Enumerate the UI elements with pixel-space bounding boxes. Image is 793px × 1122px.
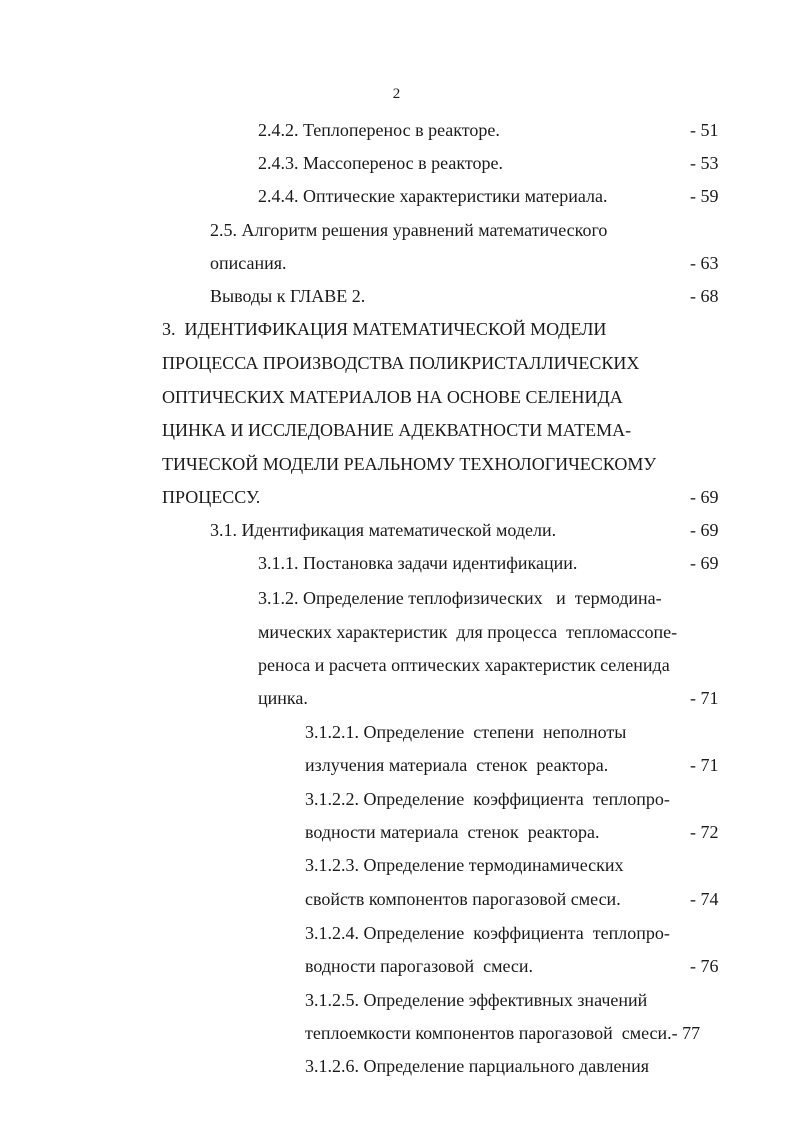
toc-entry-2-4-4: 2.4.4. Оптические характеристики материала. (258, 186, 608, 206)
toc-entry-3-1-2-1: 3.1.2.1. Определение степени неполноты (305, 722, 627, 742)
toc-chapter-3-title-line4: ЦИНКА И ИССЛЕДОВАНИЕ АДЕКВАТНОСТИ МАТЕМА- (162, 420, 632, 440)
toc-entry-3-1-2-line2: мических характеристик для процесса тепломассопе- (258, 622, 678, 642)
toc-entry-3-1-2-5-line2: теплоемкости компонентов парогазовой смеси.- 77 (305, 1023, 701, 1043)
toc-chapter-3-title-line6: ПРОЦЕССУ. (162, 487, 261, 507)
toc-entry-2-5: 2.5. Алгоритм решения уравнений математического (210, 220, 608, 240)
toc-page-3-1: - 69 (690, 520, 719, 540)
toc-entry-3-1-2-3: 3.1.2.3. Определение термодинамических (305, 855, 624, 875)
toc-page-2-5: - 63 (690, 253, 719, 273)
toc-entry-3-1: 3.1. Идентификация математической модели. (210, 520, 557, 540)
toc-entry-2-4-2: 2.4.2. Теплоперенос в реакторе. (258, 120, 500, 140)
toc-entry-3-1-2-2-line2: водности материала стенок реактора. (305, 822, 600, 842)
toc-entry-3-1-2-3-line2: свойств компонентов парогазовой смеси. (305, 889, 621, 909)
toc-page-conclusions-ch2: - 68 (690, 286, 719, 306)
toc-entry-3-1-2-1-line2: излучения материала стенок реактора. (305, 755, 609, 775)
toc-entry-2-4-3: 2.4.3. Массоперенос в реакторе. (258, 153, 503, 173)
toc-chapter-3-title-line3: ОПТИЧЕСКИХ МАТЕРИАЛОВ НА ОСНОВЕ СЕЛЕНИДА (162, 387, 623, 407)
toc-entry-3-1-1: 3.1.1. Постановка задачи идентификации. (258, 553, 578, 573)
toc-entry-3-1-2-4-line2: водности парогазовой смеси. (305, 956, 534, 976)
toc-page-3-1-2: - 71 (690, 688, 719, 708)
toc-entry-3-1-2-5: 3.1.2.5. Определение эффективных значений (305, 990, 648, 1010)
toc-page-3-1-1: - 69 (690, 553, 719, 573)
toc-entry-3-1-2-2: 3.1.2.2. Определение коэффициента теплопро- (305, 789, 670, 809)
toc-entry-2-5-cont: описания. (210, 253, 287, 273)
toc-chapter-3-title-line2: ПРОЦЕССА ПРОИЗВОДСТВА ПОЛИКРИСТАЛЛИЧЕСКИХ (162, 353, 640, 373)
toc-page-3-1-2-3: - 74 (690, 889, 719, 909)
toc-chapter-3-title-line5: ТИЧЕСКОЙ МОДЕЛИ РЕАЛЬНОМУ ТЕХНОЛОГИЧЕСКОМУ (162, 454, 657, 474)
toc-page-2-4-2: - 51 (690, 120, 719, 140)
toc-entry-3-1-2-6: 3.1.2.6. Определение парциального давления (305, 1056, 649, 1076)
toc-entry-3-1-2: 3.1.2. Определение теплофизических и термодина- (258, 588, 662, 608)
toc-page-2-4-4: - 59 (690, 186, 719, 206)
toc-page-3-1-2-4: - 76 (690, 956, 719, 976)
toc-page-chapter-3: - 69 (690, 487, 719, 507)
page-number: 2 (392, 86, 401, 102)
toc-entry-3-1-2-line4: цинка. (258, 688, 308, 708)
toc-page-3-1-2-1: - 71 (690, 755, 719, 775)
toc-entry-3-1-2-4: 3.1.2.4. Определение коэффициента теплопро- (305, 923, 670, 943)
toc-entry-conclusions-ch2: Выводы к ГЛАВЕ 2. (210, 286, 366, 306)
toc-page-2-4-3: - 53 (690, 153, 719, 173)
toc-chapter-3-title: 3. ИДЕНТИФИКАЦИЯ МАТЕМАТИЧЕСКОЙ МОДЕЛИ (162, 319, 607, 339)
toc-entry-3-1-2-line3: реноса и расчета оптических характеристик селенида (258, 655, 670, 675)
toc-page-3-1-2-2: - 72 (690, 822, 719, 842)
